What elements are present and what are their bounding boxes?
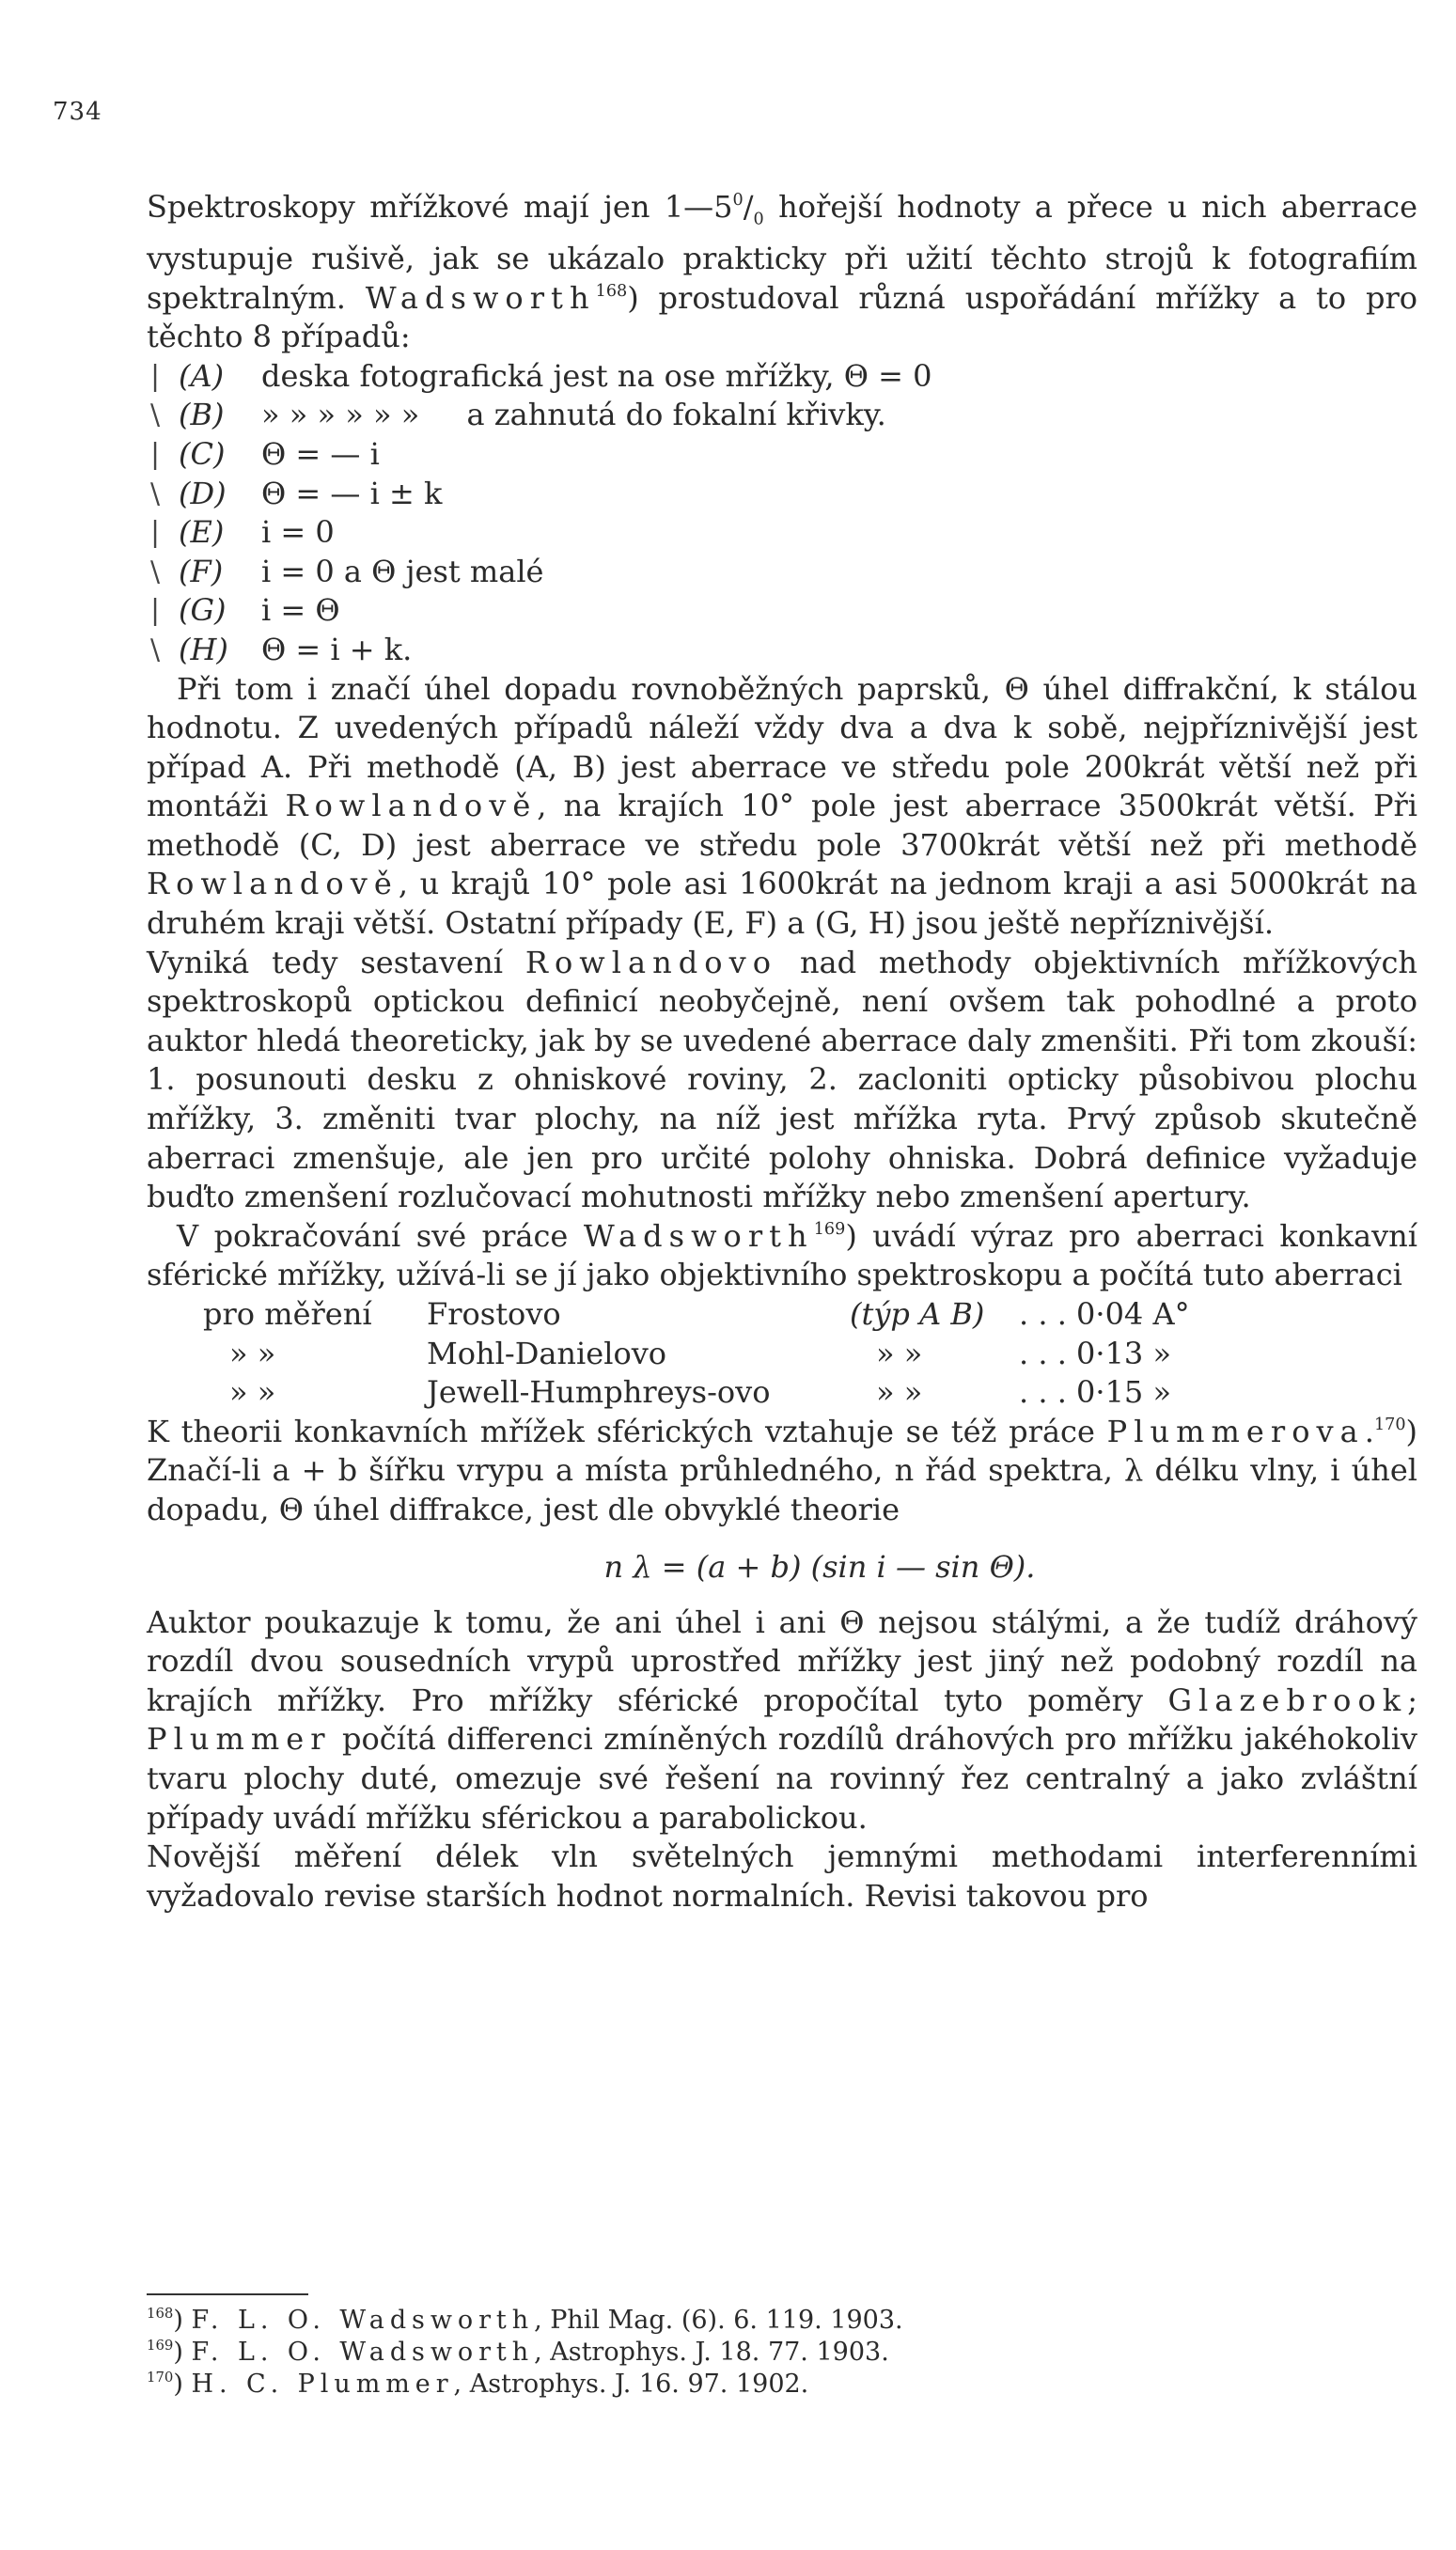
author-plummer: Plummer <box>147 1721 332 1758</box>
grating-equation: n λ = (a + b) (sin i — sin Θ). <box>603 1548 1036 1585</box>
case-item: \ (D) Θ = — i ± k <box>150 475 443 511</box>
footnote: $^{168}$) F. L. O. Wadsworth, Phil Mag. (6). 6. 119. 1903. <box>147 2304 903 2335</box>
author-glazebrook: Glazebrook <box>1167 1682 1408 1718</box>
author-plummer: Plummerova <box>1106 1413 1365 1449</box>
footnotes <box>147 2305 1387 2401</box>
page-number: 734 <box>53 98 102 126</box>
table-row: pro měření Frostovo (týp A B) . . . 0·04 A° <box>203 1296 1190 1333</box>
case-item: | (G) i = Θ <box>150 592 340 629</box>
main-text <box>147 188 1417 1916</box>
table-row: » » Jewell-Humphreys-ovo » » . . . 0·15 » <box>229 1374 1172 1411</box>
paragraph-4: V pokračování své práce Wadsworth$^{169}$) uvádí výraz pro aberraci konkavní sférické mřížky, užívá-li se jí jako objektivního spektroskopu a počítá tuto aberraci <box>147 1217 1418 1293</box>
case-item: | (E) i = 0 <box>150 514 335 551</box>
footnote: $^{169}$) F. L. O. Wadsworth, Astrophys. J. 18. 77. 1903. <box>147 2336 889 2367</box>
measurement-table <box>147 1295 1417 1413</box>
case-item: \ (B) » » » » » » a zahnutá do fokalní křivky. <box>150 397 886 433</box>
case-list <box>147 357 1417 670</box>
author-rowland: Rowlandově <box>285 788 538 824</box>
paragraph-5: K theorii konkavních mřížek sférických vztahuje se též práce Plummerova.$^{170}$) Značí-li a + b šířku vrypu a místa průhledného, n řád spektra, λ délku vlny, i úhel dopadu, Θ úhel diffrakce, jest dle obvyklé theorie <box>147 1413 1418 1527</box>
reference-mark: 170 <box>1373 1415 1406 1434</box>
case-item: | (A) deska fotografická jest na ose mřížky, Θ = 0 <box>150 357 932 394</box>
paragraph-6: Auktor poukazuje k tomu, že ani úhel i ani Θ nejsou stálými, a že tudíž dráhový rozdíl dvou sousedních vrypů uprostřed mřížky jest jiný než podobný rozdíl na krajích mřížky. Pro mřížky sférické propočítal tyto poměry Glazebrook; Plummer počítá differenci zmíněných rozdílů dráhových pro mřížku jakéhokoliv tvaru plochy duté, omezuje své řešení na rovinný řez centralný a jako zvláštní případy uvádí mřížku sférickou a parabolickou. <box>147 1604 1418 1836</box>
footnote-separator <box>147 2293 308 2295</box>
paragraph-2: Při tom i značí úhel dopadu rovnoběžných paprsků, Θ úhel diffrakční, k stálou hodnotu. Z uvedených případů náleží vždy dva a dva k sobě, nejpříznivější jest případ A. Při methodě (A, B) jest aberrace ve středu pole 200krát větší než při montáži Rowlandově, na krajích 10° pole jest aberrace 3500krát větší. Při methodě (C, D) jest aberrace ve středu pole 3700krát větší než při methodě Rowlandově, u krajů 10° pole asi 1600krát na jednom kraji a asi 5000krát na druhém kraji větší. Ostatní případy (E, F) a (G, H) jsou ještě nepříznivější. <box>147 670 1418 942</box>
table-row: » » Mohl-Danielovo » » . . . 0·13 » <box>229 1335 1172 1371</box>
case-item: \ (H) Θ = i + k. <box>150 631 413 667</box>
paragraph-3: Vyniká tedy sestavení Rowlandovo nad methody objektivních mřížkových spektroskopů optickou definicí neobyčejně, není ovšem tak pohodlné a proto auktor hledá theoreticky, jak by se uvedené aberrace daly zmenšiti. Při tom zkouší: 1. posunouti desku z ohniskové roviny, 2. zacloniti opticky působivou plochu mřížky, 3. změniti tvar plochy, na níž jest mřížka ryta. Prvý způsob skutečně aberraci zmenšuje, ale jen pro určité polohy ohniska. Dobrá definice vyžaduje buďto zmenšení rozlučovací mohutnosti mřížky nebo zmenšení apertury. <box>147 944 1418 1215</box>
case-item: | (C) Θ = — i <box>150 435 380 472</box>
reference-mark: 168 <box>595 281 628 301</box>
paragraph-7: Novější měření délek vln světelných jemnými methodami interferenními vyžadovalo revise starších hodnot normalních. Revisi takovou pro <box>147 1838 1417 1914</box>
author-rowland: Rowlandově <box>147 866 399 902</box>
author-rowland: Rowlandovo <box>524 944 778 980</box>
paragraph-1: Spektroskopy mřížkové mají jen $1—5^0/_0$ hořejší hodnoty a přece u nich aberrace vystupuje rušivě, jak se ukázalo prakticky při užití těchto strojů k fotografiím spektralným. Wadsworth$^{168}$) prostudoval různá uspořádání mřížky a to pro těchto 8 případů: <box>147 189 1418 355</box>
author-wadsworth: Wadsworth <box>583 1217 814 1254</box>
case-item: \ (F) i = 0 a Θ jest malé <box>150 553 544 589</box>
author-wadsworth: Wadsworth <box>365 279 596 316</box>
footnote: $^{170}$) H. C. Plummer, Astrophys. J. 16. 97. 1902. <box>147 2368 809 2399</box>
reference-mark: 169 <box>813 1219 846 1239</box>
